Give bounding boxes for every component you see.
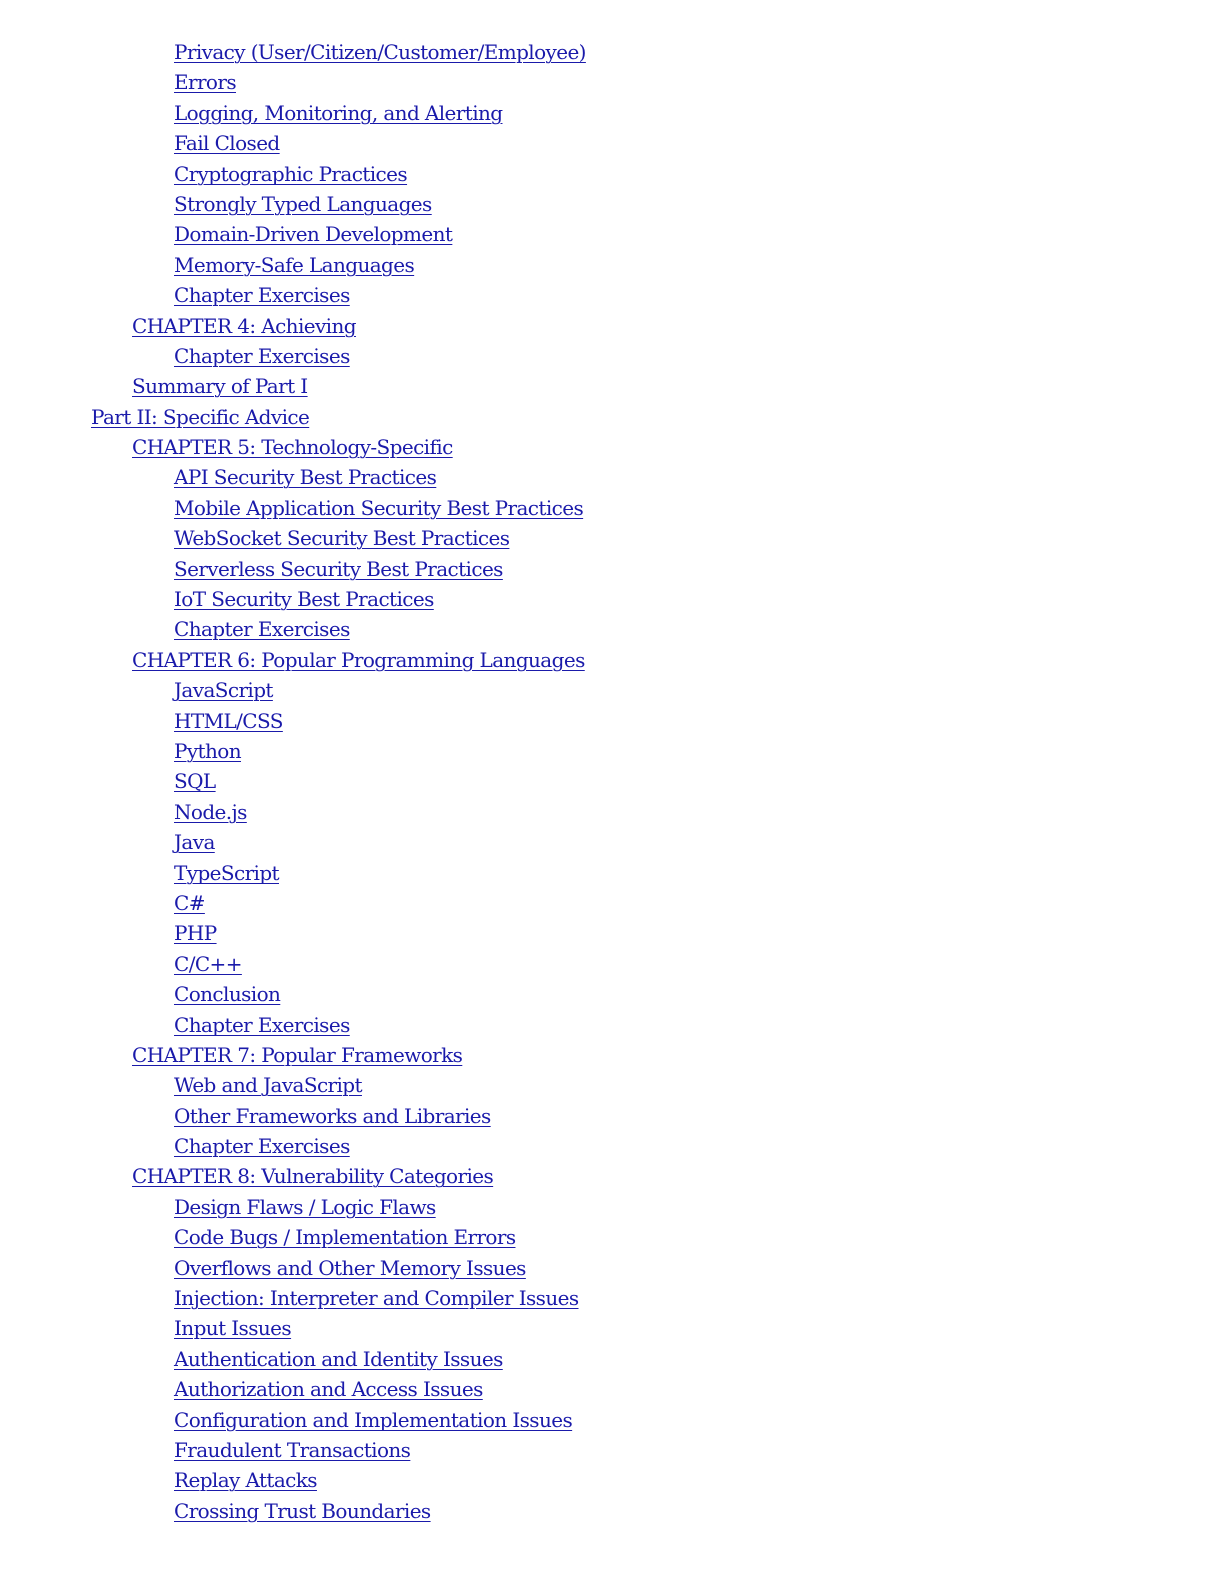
toc-entry bbox=[0, 979, 1224, 1009]
toc-link[interactable]: Serverless Security Best Practices bbox=[174, 556, 503, 581]
toc-entry bbox=[0, 766, 1224, 796]
toc-entry bbox=[0, 280, 1224, 310]
toc-entry bbox=[0, 98, 1224, 128]
toc-entry bbox=[0, 675, 1224, 705]
toc-entry bbox=[0, 1131, 1224, 1161]
toc-link[interactable]: Python bbox=[174, 738, 241, 763]
toc-link[interactable]: Authentication and Identity Issues bbox=[174, 1346, 503, 1371]
toc-link[interactable]: IoT Security Best Practices bbox=[174, 587, 434, 612]
toc-entry bbox=[0, 888, 1224, 918]
toc-link[interactable]: Code Bugs / Implementation Errors bbox=[174, 1225, 516, 1250]
toc-link[interactable]: CHAPTER 5: Technology-Specific bbox=[132, 435, 453, 460]
toc-entry bbox=[0, 1465, 1224, 1495]
toc-entry bbox=[0, 189, 1224, 219]
toc-link[interactable]: CHAPTER 8: Vulnerability Categories bbox=[132, 1164, 494, 1189]
toc-entry bbox=[0, 918, 1224, 948]
toc-link[interactable]: TypeScript bbox=[174, 860, 279, 885]
toc-entry bbox=[0, 584, 1224, 614]
toc-link[interactable]: SQL bbox=[174, 769, 216, 794]
toc-link[interactable]: C# bbox=[174, 890, 205, 915]
toc-entry bbox=[0, 493, 1224, 523]
toc-link[interactable]: Fail Closed bbox=[174, 131, 280, 156]
toc-entry bbox=[0, 128, 1224, 158]
toc-link[interactable]: Fraudulent Transactions bbox=[174, 1437, 411, 1462]
toc-link[interactable]: Chapter Exercises bbox=[174, 283, 350, 308]
toc-entry bbox=[0, 523, 1224, 553]
toc-entry bbox=[0, 1010, 1224, 1040]
toc-entry bbox=[0, 1253, 1224, 1283]
toc-link[interactable]: Errors bbox=[174, 70, 236, 95]
toc-link[interactable]: Configuration and Implementation Issues bbox=[174, 1407, 573, 1432]
toc-entry bbox=[0, 1283, 1224, 1313]
toc-link[interactable]: Web and JavaScript bbox=[174, 1073, 362, 1098]
toc-entry bbox=[0, 1374, 1224, 1404]
toc-link[interactable]: CHAPTER 6: Popular Programming Languages bbox=[132, 647, 585, 672]
toc-link[interactable]: Replay Attacks bbox=[174, 1468, 317, 1493]
toc-link[interactable]: Mobile Application Security Best Practices bbox=[174, 495, 584, 520]
toc-link[interactable]: Chapter Exercises bbox=[174, 617, 350, 642]
toc-link[interactable]: C/C++ bbox=[174, 951, 242, 976]
toc-entry bbox=[0, 949, 1224, 979]
toc-link[interactable]: Chapter Exercises bbox=[174, 343, 350, 368]
toc-link[interactable]: Authorization and Access Issues bbox=[174, 1377, 483, 1402]
toc-entry bbox=[0, 858, 1224, 888]
toc-entry bbox=[0, 1222, 1224, 1252]
toc-entry bbox=[0, 1040, 1224, 1070]
toc-link[interactable]: Part II: Specific Advice bbox=[91, 404, 310, 429]
toc-entry bbox=[0, 1313, 1224, 1343]
toc-entry bbox=[0, 1101, 1224, 1131]
toc-link[interactable]: WebSocket Security Best Practices bbox=[174, 526, 510, 551]
toc-link[interactable]: Logging, Monitoring, and Alerting bbox=[174, 100, 503, 125]
toc-entry bbox=[0, 1435, 1224, 1465]
toc-link[interactable]: Domain-Driven Development bbox=[174, 222, 453, 247]
toc-entry bbox=[0, 1496, 1224, 1526]
toc-entry bbox=[0, 614, 1224, 644]
toc-link[interactable]: Conclusion bbox=[174, 982, 281, 1007]
toc-link[interactable]: CHAPTER 7: Popular Frameworks bbox=[132, 1042, 463, 1067]
toc-entry bbox=[0, 736, 1224, 766]
toc-entry bbox=[0, 1161, 1224, 1191]
toc-link[interactable]: Design Flaws / Logic Flaws bbox=[174, 1194, 436, 1219]
toc-link[interactable]: Node.js bbox=[174, 799, 247, 824]
toc-entry bbox=[0, 159, 1224, 189]
toc-link[interactable]: Chapter Exercises bbox=[174, 1012, 350, 1037]
toc-link[interactable]: Summary of Part I bbox=[132, 374, 308, 399]
toc-link[interactable]: Cryptographic Practices bbox=[174, 161, 408, 186]
toc-entry bbox=[0, 219, 1224, 249]
table-of-contents bbox=[0, 37, 1224, 1526]
toc-entry bbox=[0, 554, 1224, 584]
toc-entry bbox=[0, 827, 1224, 857]
toc-link[interactable]: Other Frameworks and Libraries bbox=[174, 1103, 491, 1128]
toc-entry bbox=[0, 1344, 1224, 1374]
toc-entry bbox=[0, 706, 1224, 736]
toc-entry bbox=[0, 341, 1224, 371]
toc-entry bbox=[0, 1070, 1224, 1100]
toc-link[interactable]: Chapter Exercises bbox=[174, 1134, 350, 1159]
toc-entry bbox=[0, 250, 1224, 280]
toc-entry bbox=[0, 402, 1224, 432]
toc-link[interactable]: PHP bbox=[174, 921, 217, 946]
toc-entry bbox=[0, 371, 1224, 401]
toc-link[interactable]: Memory-Safe Languages bbox=[174, 252, 415, 277]
toc-link[interactable]: Crossing Trust Boundaries bbox=[174, 1498, 431, 1523]
toc-entry bbox=[0, 462, 1224, 492]
toc-entry bbox=[0, 1405, 1224, 1435]
toc-entry bbox=[0, 1192, 1224, 1222]
toc-link[interactable]: Input Issues bbox=[174, 1316, 292, 1341]
toc-entry bbox=[0, 797, 1224, 827]
toc-entry bbox=[0, 432, 1224, 462]
toc-link[interactable]: JavaScript bbox=[174, 678, 273, 703]
toc-link[interactable]: Privacy (User/Citizen/Customer/Employee) bbox=[174, 40, 586, 64]
toc-entry bbox=[0, 67, 1224, 97]
toc-link[interactable]: API Security Best Practices bbox=[174, 465, 437, 490]
toc-link[interactable]: Injection: Interpreter and Compiler Issues bbox=[174, 1286, 579, 1311]
toc-link[interactable]: HTML/CSS bbox=[174, 708, 283, 733]
toc-link[interactable]: Java bbox=[174, 830, 215, 855]
toc-link[interactable]: Strongly Typed Languages bbox=[174, 191, 432, 216]
toc-link[interactable]: CHAPTER 4: Achieving bbox=[132, 313, 356, 338]
toc-entry bbox=[0, 311, 1224, 341]
toc-entry bbox=[0, 645, 1224, 675]
toc-link[interactable]: Overflows and Other Memory Issues bbox=[174, 1255, 526, 1280]
toc-entry bbox=[0, 37, 1224, 67]
